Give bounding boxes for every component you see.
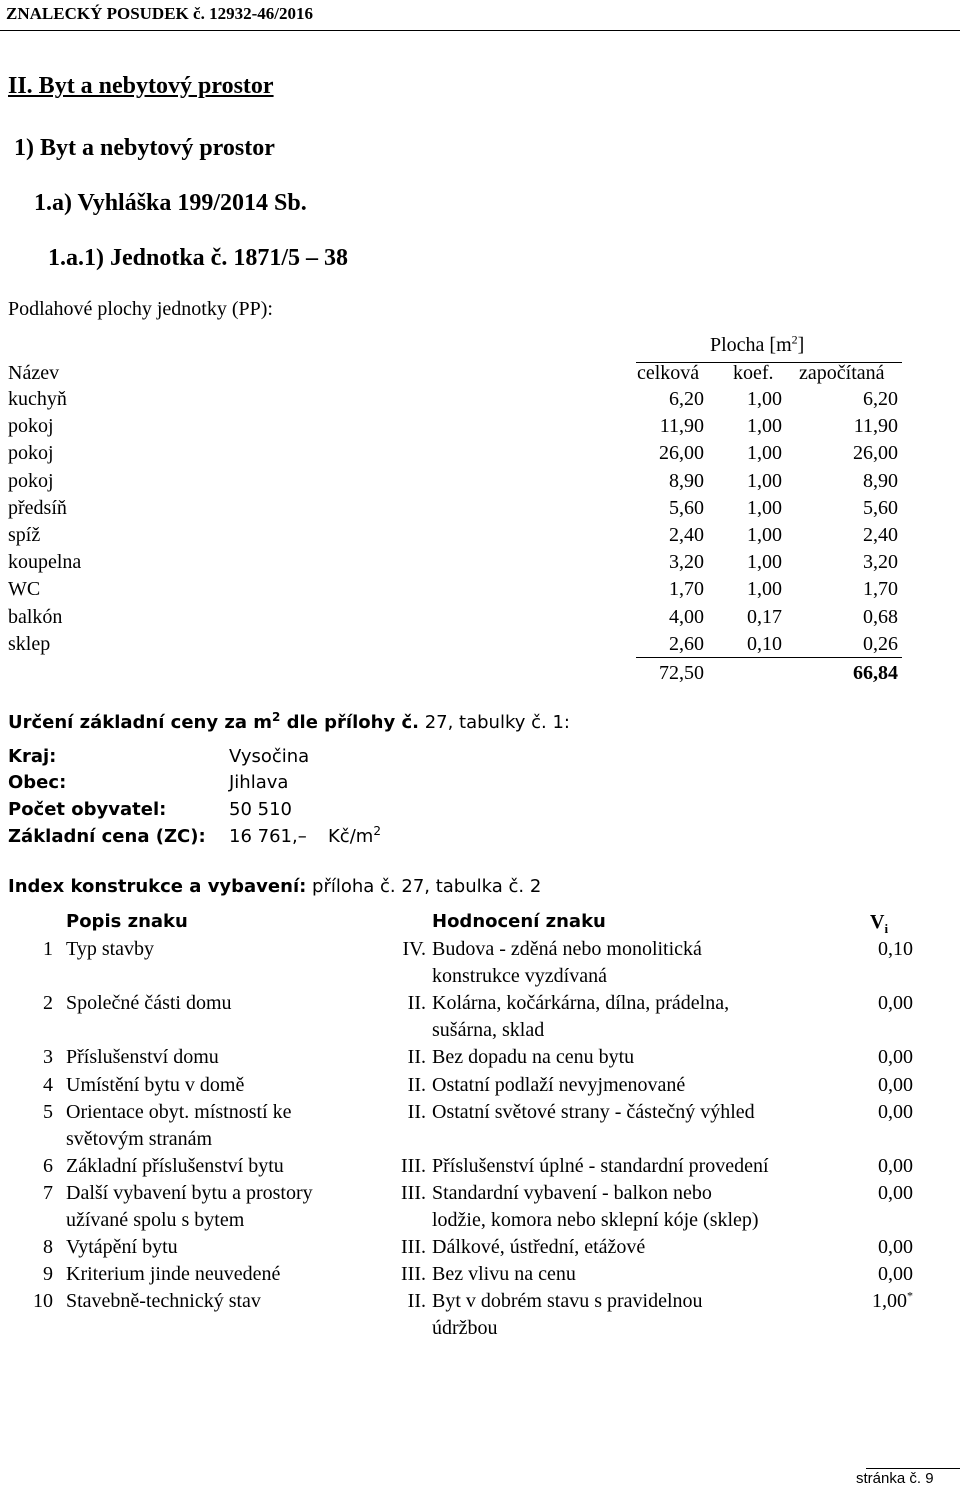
index-value-number: 0,00 [878,1073,913,1096]
col-value-header: $V_i$ [870,911,889,936]
room-counted: 8,90 [863,469,898,492]
index-value [820,1101,913,1124]
index-value [820,1290,913,1313]
index-sign-text: Umístění bytu v domě [66,1073,245,1096]
room-name: sklep [8,632,51,655]
header-rule [0,30,960,31]
room-name: spíž [8,524,41,546]
index-value [820,1263,913,1286]
room-total: 2,60 [669,632,704,655]
index-title: Index konstrukce a vybavení: příloha č. 27, tabulka č. 2 [8,876,542,897]
index-value [820,1182,913,1205]
room-counted: 5,60 [863,496,898,519]
index-value-number: 0,00 [878,1263,913,1286]
index-row-number: 9 [43,1263,53,1286]
base-price-title: Určení základní ceny za $m^2$ dle přílohy č. 27, tabulky č. 1: [8,710,570,733]
index-rating-text: Bez dopadu na cenu bytu [432,1046,635,1069]
room-coef: 1,00 [747,388,782,410]
regulation-heading: 1.a) Vyhláška 199/2014 Sb. [34,190,307,216]
col-rating-header: Hodnocení znaku [432,911,606,932]
index-grade: III. [401,1263,426,1286]
room-counted: 0,26 [863,632,898,655]
index-value-number: 0,00 [878,992,913,1015]
index-row-number: 3 [43,1046,53,1069]
room-counted: 3,20 [863,551,898,574]
index-grade: II. [407,1100,426,1123]
index-value [820,992,913,1015]
room-counted: 0,68 [863,605,898,628]
index-sign-text: Orientace obyt. místností ke [66,1100,292,1123]
population-label: Počet obyvatel: [8,799,167,820]
city-label: Obec: [8,772,67,793]
population-value: 50 510 [229,799,292,820]
room-counted: 1,70 [863,578,898,601]
document-header: ZNALECKÝ POSUDEK č. 12932-46/2016 [6,4,313,23]
index-row-number: 8 [43,1236,53,1259]
index-grade: II. [407,1073,426,1096]
index-grade: III. [401,1181,426,1204]
index-sign-text: Typ stavby [66,938,155,960]
index-value [820,1155,913,1178]
price-label: Základní cena (ZC): [8,826,206,847]
room-coef: 0,17 [747,605,782,628]
index-rating-text: Příslušenství úplné - standardní provedení [432,1154,769,1177]
index-row-number: 7 [43,1181,53,1204]
room-total: 2,40 [669,524,704,546]
sum-rule [636,657,902,658]
index-grade: II. [407,1290,426,1313]
index-sign-text: Základní příslušenství bytu [66,1154,284,1177]
index-grade: III. [401,1154,426,1177]
index-row-number: 10 [33,1290,53,1313]
subsection-heading: 1) Byt a nebytový prostor [14,135,275,161]
room-counted: 26,00 [853,442,898,465]
room-total: 4,00 [669,605,704,628]
room-name: předsíň [8,496,67,519]
col-total-header: celková [637,362,700,384]
index-sign-text: Společné části domu [66,992,232,1015]
index-rating-text: Ostatní podlaží nevyjmenované [432,1073,686,1096]
index-row-number: 5 [43,1100,53,1123]
room-counted: 11,90 [853,415,898,438]
room-total: 26,00 [659,442,704,465]
index-value-number: 0,00 [878,1100,913,1123]
index-sign-text: Příslušenství domu [66,1046,219,1069]
index-grade: II. [407,992,426,1015]
index-sign-text: Stavebně-technický stav [66,1290,261,1313]
index-row-number: 2 [43,992,53,1015]
index-rating-text: Ostatní světové strany - částečný výhled [432,1100,755,1123]
price-value: 16 761,– [229,826,307,847]
index-grade: II. [407,1046,426,1069]
area-group-header: Plocha $[m^2]$ [710,332,805,356]
section-heading: II. Byt a nebytový prostor [8,73,274,99]
room-name: pokoj [8,415,54,438]
col-name-header: Název [8,362,60,384]
index-value [820,938,913,961]
room-name: pokoj [8,442,54,465]
index-row-number: 6 [43,1154,53,1177]
room-coef: 1,00 [747,442,782,465]
index-sign-text: Další vybavení bytu a prostory [66,1181,313,1204]
room-coef: 1,00 [747,578,782,601]
index-value-number: 0,10 [878,938,913,960]
region-value: Vysočina [229,746,310,767]
index-grade: IV. [402,938,426,960]
index-value-number: 0,00 [878,1154,913,1177]
room-name: koupelna [8,551,82,574]
index-rating-text: Standardní vybavení - balkon nebo [432,1181,712,1204]
room-total: 3,20 [669,551,704,574]
room-coef: 1,00 [747,551,782,574]
room-name: WC [8,578,41,601]
index-rating-text: sušárna, sklad [432,1019,545,1042]
index-row-number: 4 [43,1073,53,1096]
room-name: balkón [8,605,63,628]
index-rating-text: lodžie, komora nebo sklepní kóje (sklep) [432,1209,759,1231]
unit-heading: 1.a.1) Jednotka č. 1871/5 – 38 [48,245,348,271]
sum-counted: 66,84 [853,662,898,684]
room-coef: 1,00 [747,496,782,519]
index-rating-text: Kolárna, kočárkárna, dílna, prádelna, [432,992,730,1015]
room-total: 1,70 [669,578,704,601]
room-coef: 1,00 [747,469,782,492]
col-coef-header: koef. [733,362,774,384]
index-value-number: 0,00 [878,1236,913,1259]
room-coef: 1,00 [747,415,782,438]
col-counted-header: započítaná [799,362,885,384]
index-value [820,1074,913,1097]
index-value-mark: * [907,1288,913,1303]
region-label: Kraj: [8,746,57,767]
index-sign-text: užívané spolu s bytem [66,1209,245,1231]
page-number: stránka č. 9 [856,1470,934,1487]
index-rating-text: konstrukce vyzdívaná [432,965,607,988]
index-value-number: 1,00 [872,1290,907,1313]
room-name: kuchyň [8,388,67,410]
index-rating-text: Budova - zděná nebo monolitická [432,938,702,960]
floor-area-title: Podlahové plochy jednotky (PP): [8,298,273,320]
index-sign-text: světovým stranám [66,1127,213,1150]
index-value-number: 0,00 [878,1046,913,1069]
room-total: 8,90 [669,469,704,492]
index-grade: III. [401,1236,426,1259]
room-total: 5,60 [669,496,704,519]
index-value-number: 0,00 [878,1181,913,1204]
room-coef: 0,10 [747,632,782,655]
index-rating-text: Byt v dobrém stavu s pravidelnou [432,1290,703,1313]
room-counted: 6,20 [863,388,898,410]
index-rating-text: Dálkové, ústřední, etážové [432,1236,646,1259]
index-rating-text: údržbou [432,1317,498,1340]
room-total: 11,90 [659,415,704,438]
sum-total: 72,50 [659,662,704,684]
room-total: 6,20 [669,388,704,410]
index-value [820,1236,913,1259]
index-sign-text: Kriterium jinde neuvedené [66,1263,281,1286]
price-unit: $Kč/m^2$ [328,824,381,847]
index-value [820,1046,913,1069]
room-name: pokoj [8,469,54,492]
room-coef: 1,00 [747,524,782,546]
city-value: Jihlava [229,772,289,793]
col-sign-header: Popis znaku [66,911,188,932]
index-sign-text: Vytápění bytu [66,1236,178,1259]
footer-rule [866,1468,960,1469]
index-row-number: 1 [43,938,53,960]
room-counted: 2,40 [863,524,898,546]
index-rating-text: Bez vlivu na cenu [432,1263,576,1286]
